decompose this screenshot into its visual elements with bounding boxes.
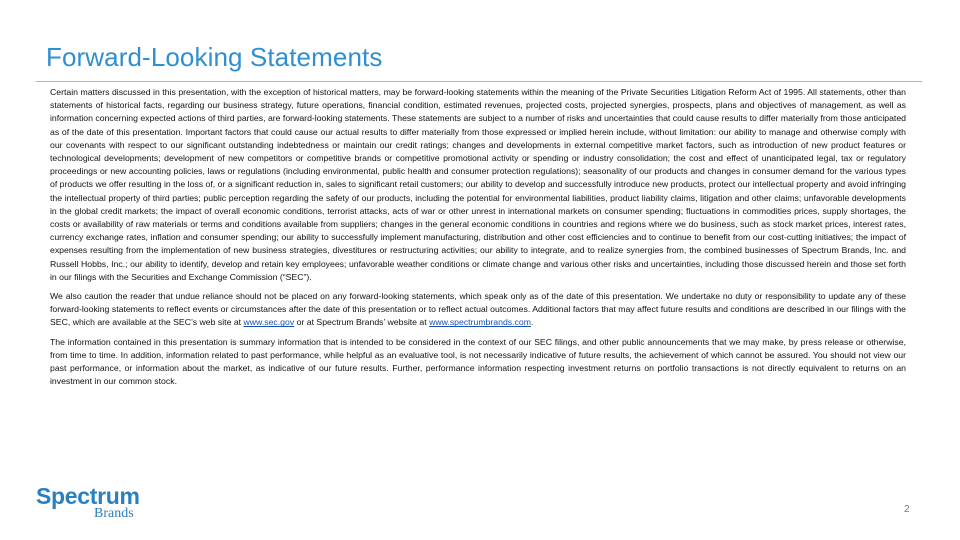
paragraph-caution-middle: or at Spectrum Brands’ website at (294, 317, 430, 328)
logo-subtitle: Brands (94, 506, 134, 521)
disclaimer-body (50, 86, 906, 394)
sec-website-link[interactable]: www.sec.gov (243, 317, 295, 328)
paragraph-caution (50, 290, 906, 330)
title-divider (36, 81, 922, 82)
page-number: 2 (904, 504, 910, 515)
paragraph-forward-looking: Certain matters discussed in this presentation, with the exception of historical matters, may be forward-looking statements within the meaning of the Private Securities Litigation Reform Act of 1995. All statements, other than statements of historical facts, regarding our business strategy, future operations, financial condition, estimated revenues, projected costs, projected synergies, prospects, plans and objectives of management, as well as information concerning expected actions of third parties, are forward-looking statements. These statements are subject to a number of risks and uncertainties that could cause results to differ materially from those anticipated as of the date of this presentation. Important factors that could cause our actual results to differ materially from those expressed or implied herein include, without limitation: our ability to manage and otherwise comply with our covenants with respect to our significant outstanding indebtedness or maintain our credit ratings; changes and developments in external competitive market factors, such as introduction of new product features or technological developments; development of new competitors or competitive brands or competitive promotional activity or spending or industry consolidation; the cost and effect of unanticipated legal, tax or regulatory proceedings or new accounting policies, laws or regulations (including environmental, public health and consumer protection regulations); seasonality of our products and changes in consumer demand for the various types of products we offer resulting in the loss of, or a significant reduction in, sales to significant retail customers; our ability to develop and successfully introduce new products, protect our intellectual property and avoid infringing the intellectual property of third parties; public perception regarding the safety of our products, including the potential for environmental liabilities, product liability claims, litigation and other claims; unfavorable developments in the global credit markets; the impact of overall economic conditions, terrorist attacks, acts of war or other unrest in international markets on consumer spending; fluctuations in commodities prices, supply shortages, the costs or availability of raw materials or terms and conditions available from suppliers; changes in the general economic conditions in countries and regions where we do business, such as stock market prices, interest rates, currency exchange rates, inflation and consumer spending; our ability to successfully implement manufacturing, distribution and other cost efficiencies and to continue to benefit from our cost-cutting initiatives; the impact of expenses resulting from the implementation of new business strategies, divestitures or restructuring activities; our ability to integrate, and to realize synergies from, the combined businesses of Spectrum Brands, Inc. and Russell Hobbs, Inc.; our ability to identify, develop and retain key employees; unfavorable weather conditions or climate change and various other risks and uncertainties, including those discussed herein and those set forth in our filings with the Securities and Exchange Commission (“SEC”). (50, 87, 906, 282)
slide-title: Forward-Looking Statements (46, 42, 383, 72)
spectrum-brands-logo (36, 484, 156, 524)
logo-wordmark: Spectrum (36, 483, 140, 509)
paragraph-caution-end: . (530, 317, 534, 328)
paragraph-caution-text: We also caution the reader that undue reliance should not be placed on any forward-looking statements, which speak only as of the date of this presentation. We undertake no duty or responsibility to update any of these forward-looking statements to reflect events or circumstances after the date of this presentation or to reflect actual outcomes. Additional factors that may affect future results and conditions are described in our filings with the SEC, which are available at the SEC’s web site at (50, 291, 906, 328)
paragraph-information: The information contained in this presentation is summary information that is intended to be considered in the context of our SEC filings, and other public announcements that we may make, by press release or otherwise, from time to time. In addition, information related to past performance, while helpful as an evaluative tool, is not necessarily indicative of future results, the achievement of which cannot be assured. You should not view our past performance, or information about the market, as indicative of our future results. Further, performance information respecting investment returns on portfolio transactions is not directly equivalent to returns on an investment in our common stock. (50, 336, 906, 387)
spectrum-website-link[interactable]: www.spectrumbrands.com (429, 317, 531, 328)
